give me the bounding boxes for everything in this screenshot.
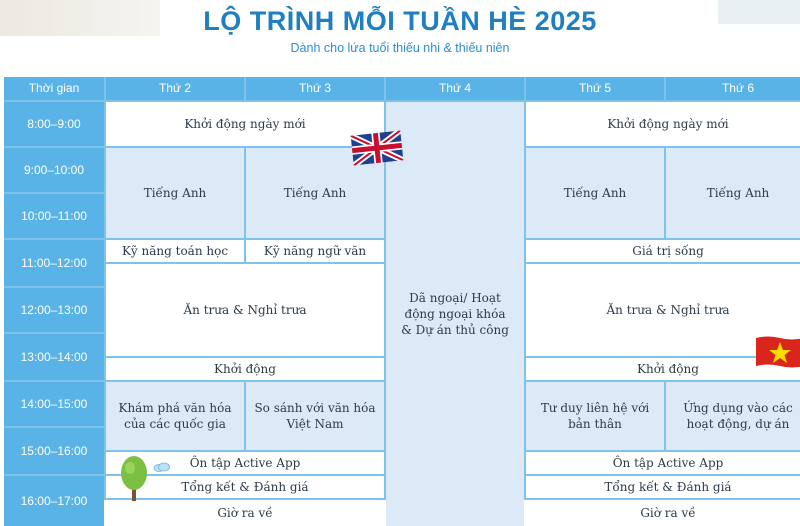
tree-icon	[119, 455, 149, 501]
time-slot: 8:00–9:00	[4, 102, 104, 146]
uk-flag-icon	[351, 130, 404, 165]
activity-math-skills: Kỹ năng toán học	[106, 240, 244, 262]
activity-self-relate: Tư duy liên hệ với bản thân	[526, 382, 664, 450]
activity-warmup-new-day-mon-tue: Khởi động ngày mới	[106, 102, 384, 146]
page-subtitle: Dành cho lứa tuổi thiếu nhi & thiếu niên	[290, 41, 510, 55]
activity-home-time-mon-tue: Giờ ra về	[106, 500, 384, 526]
activity-warmup-mon-tue: Khởi động	[106, 358, 384, 380]
time-slot: 13:00–14:00	[4, 334, 104, 380]
activity-english-tue: Tiếng Anh	[246, 148, 384, 238]
header-wednesday: Thứ 4	[386, 77, 524, 100]
activity-english-fri: Tiếng Anh	[666, 148, 800, 238]
activity-compare-culture: So sánh với văn hóa Việt Nam	[246, 382, 384, 450]
activity-life-values: Giá trị sống	[526, 240, 800, 262]
page-title: LỘ TRÌNH MỖI TUẦN HÈ 2025	[203, 6, 597, 36]
header-thursday: Thứ 5	[526, 77, 664, 100]
activity-field-trip-wednesday: Dã ngoại/ Hoạt động ngoại khóa & Dự án thủ công	[386, 102, 524, 526]
time-slot: 12:00–13:00	[4, 288, 104, 332]
header-time: Thời gian	[4, 77, 104, 100]
activity-warmup-new-day-thu-fri: Khởi động ngày mới	[526, 102, 800, 146]
activity-english-mon: Tiếng Anh	[106, 148, 244, 238]
activity-review-app-thu-fri: Ôn tập Active App	[526, 452, 800, 474]
time-slot: 16:00–17:00	[4, 476, 104, 526]
header-friday: Thứ 6	[666, 77, 800, 100]
vietnam-flag-icon	[756, 335, 800, 369]
header-monday: Thứ 2	[106, 77, 244, 100]
schedule-table	[4, 77, 800, 520]
activity-summary-thu-fri: Tổng kết & Đánh giá	[526, 476, 800, 498]
time-slot: 9:00–10:00	[4, 148, 104, 192]
activity-home-time-thu-fri: Giờ ra về	[526, 500, 800, 526]
activity-literature-skills: Kỹ năng ngữ văn	[246, 240, 384, 262]
activity-apply-activities: Ứng dụng vào các hoạt động, dự án	[666, 382, 800, 450]
cloud-icon	[153, 462, 171, 472]
activity-explore-culture: Khám phá văn hóa của các quốc gia	[106, 382, 244, 450]
header-tuesday: Thứ 3	[246, 77, 384, 100]
time-slot: 11:00–12:00	[4, 240, 104, 286]
activity-lunch-rest-thu-fri: Ăn trưa & Nghỉ trưa	[526, 264, 800, 356]
activity-summary-mon-tue: Tổng kết & Đánh giá	[106, 476, 384, 498]
activity-lunch-rest-mon-tue: Ăn trưa & Nghỉ trưa	[106, 264, 384, 356]
time-slot: 14:00–15:00	[4, 382, 104, 426]
activity-review-app-mon-tue: Ôn tập Active App	[106, 452, 384, 474]
activity-warmup-thu-fri: Khởi động	[526, 358, 800, 380]
time-slot: 15:00–16:00	[4, 428, 104, 474]
activity-english-thu: Tiếng Anh	[526, 148, 664, 238]
time-slot: 10:00–11:00	[4, 194, 104, 238]
